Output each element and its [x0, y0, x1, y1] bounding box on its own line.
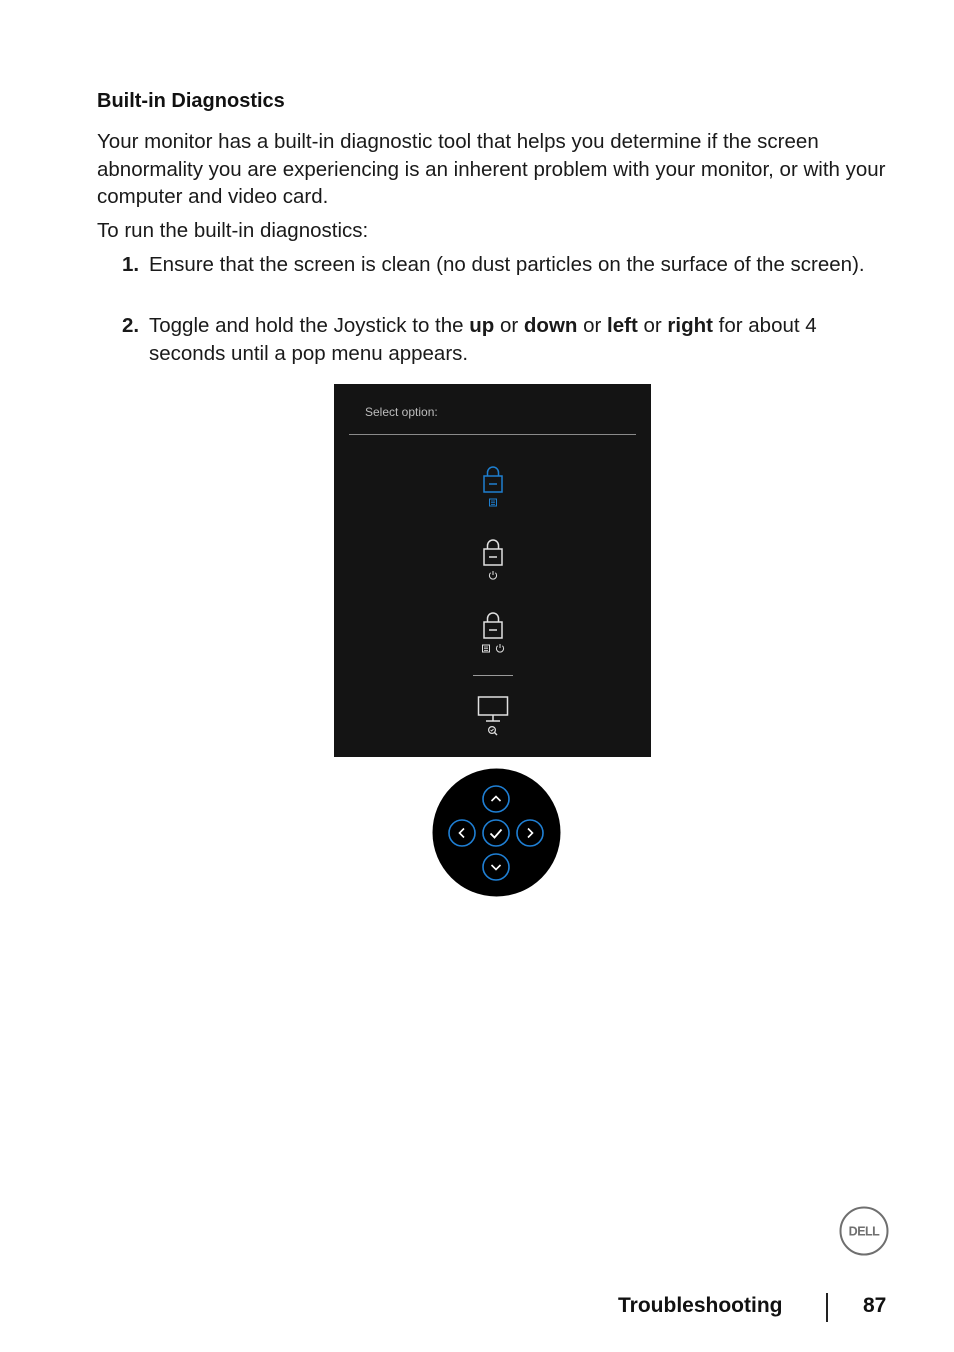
monitor-diagnostics-icon: [478, 695, 508, 739]
down-icon: [482, 853, 510, 881]
intro-paragraph: Your monitor has a built-in diagnostic tool that helps you determine if the screen abnormality you are experiencing is an inherent problem with your monitor, or with your computer and video card.: [97, 130, 886, 208]
keyword-up: up: [469, 314, 495, 337]
dell-logo: [839, 1206, 889, 1256]
joystick-left-button[interactable]: [448, 819, 476, 847]
section-heading: Built-in Diagnostics: [97, 90, 285, 112]
lead-paragraph: To run the built-in diagnostics:: [97, 219, 369, 242]
osd-option-power-lock[interactable]: [478, 539, 508, 583]
footer-divider: [826, 1293, 828, 1322]
joystick-right-button[interactable]: [516, 819, 544, 847]
left-icon: [448, 819, 476, 847]
osd-divider: [349, 434, 636, 435]
step-number: 2.: [122, 314, 140, 337]
osd-title: Select option:: [365, 405, 438, 419]
lock-power-icon: [478, 539, 508, 583]
step-text: Ensure that the screen is clean (no dust particles on the surface of the screen).: [149, 253, 865, 276]
lock-menu-icon: [478, 466, 508, 510]
footer-section-title: Troubleshooting: [618, 1294, 783, 1317]
keyword-down: down: [523, 314, 578, 337]
lock-menu-power-icon: [478, 612, 508, 656]
page-number: 87: [863, 1294, 887, 1317]
step-number: 1.: [122, 253, 140, 276]
dell-logo-text: DELL: [848, 1224, 880, 1239]
joystick-down-button[interactable]: [482, 853, 510, 881]
keyword-right: right: [667, 314, 713, 337]
osd-option-menu-lock[interactable]: [478, 466, 508, 510]
osd-option-diagnostics[interactable]: [478, 695, 508, 739]
joystick-select-button[interactable]: [482, 819, 510, 847]
dell-logo-icon: [839, 1206, 889, 1256]
check-icon: [482, 819, 510, 847]
step-text: Toggle and hold the Joystick to the up or down or left or right for about 4 seconds until a pop menu appears.: [149, 314, 817, 365]
osd-option-menu-power-lock[interactable]: [478, 612, 508, 656]
keyword-left: left: [607, 314, 638, 337]
osd-popup-menu: [334, 384, 651, 757]
right-icon: [516, 819, 544, 847]
joystick-up-button[interactable]: [482, 785, 510, 813]
up-icon: [482, 785, 510, 813]
osd-separator: [473, 675, 513, 676]
joystick-control: [432, 768, 561, 897]
